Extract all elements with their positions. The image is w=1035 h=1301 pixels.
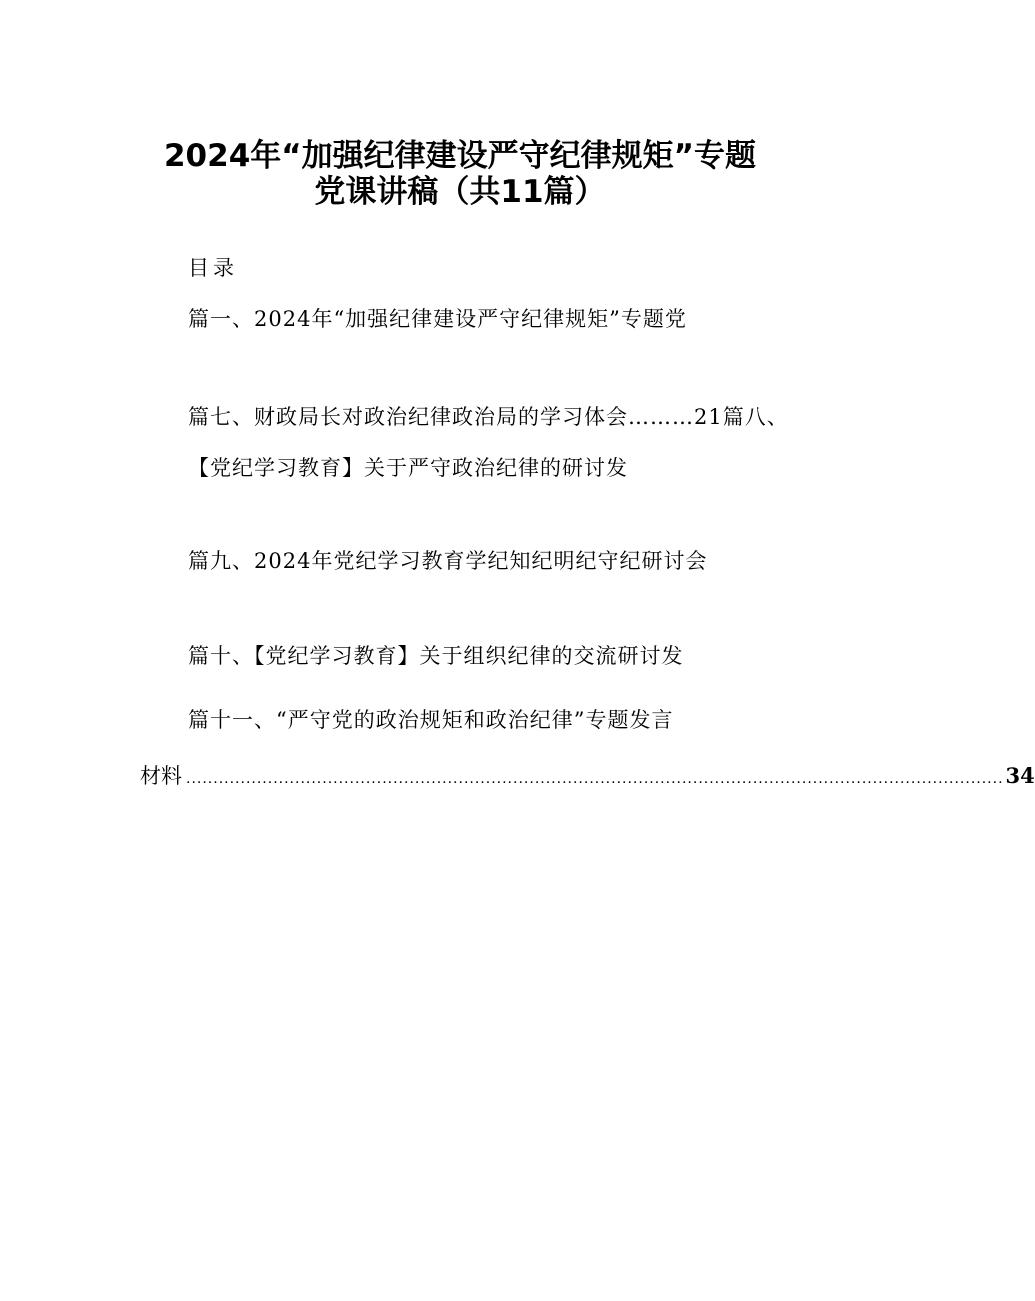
document-title-line-1: 2024年“加强纪律建设严守纪律规矩”专题 [163, 138, 757, 174]
toc-entry[interactable]: 篇九、2024年党纪学习教育学纪知纪明纪守纪研讨会 [188, 549, 708, 573]
toc-heading: 目录 [188, 256, 238, 280]
toc-entry-continuation[interactable] [140, 761, 1035, 793]
toc-entry[interactable]: 篇十一、“严守党的政治规矩和政治纪律”专题发言 [188, 708, 674, 732]
dot-leader: ...................................................................................................................................................... [186, 771, 1004, 787]
toc-entry[interactable]: 篇一、2024年“加强纪律建设严守纪律规矩”专题党 [188, 307, 687, 331]
document-title-line-2: 党课讲稿（共11篇） [314, 174, 606, 210]
toc-entry[interactable]: 【党纪学习教育】关于严守政治纪律的研讨发 [188, 456, 628, 480]
toc-entry[interactable]: 篇七、财政局长对政治纪律政治局的学习体会………21篇八、 [188, 405, 789, 429]
toc-entry[interactable]: 篇十、【党纪学习教育】关于组织纪律的交流研讨发 [188, 644, 684, 668]
toc-entry-label: 材料 [140, 764, 182, 788]
page-number: 34 [1005, 763, 1035, 788]
